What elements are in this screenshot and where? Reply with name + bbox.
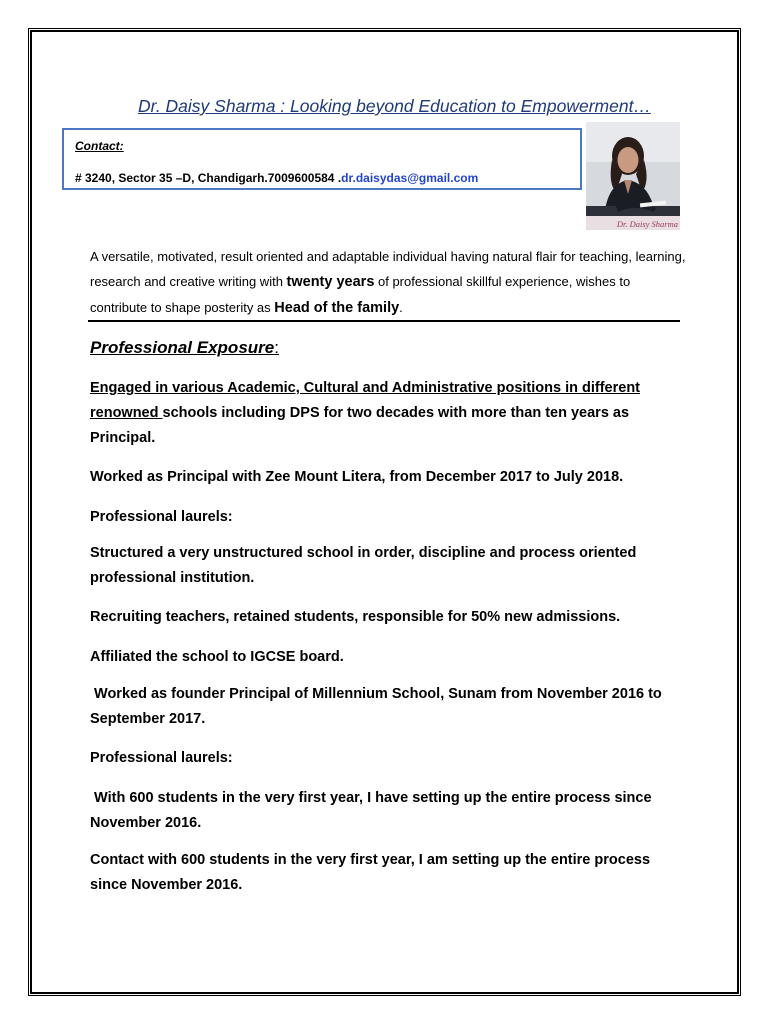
exposure-paragraph-5: Recruiting teachers, retained students, responsible for 50% new admissions. [90,609,621,625]
exposure-paragraph-1-rest: schools including DPS for two decades with more than ten years as Principal. [90,405,630,446]
photo-caption: Dr. Daisy Sharma [616,219,678,229]
summary-emphasis-role: Head of the family [274,300,400,316]
exposure-paragraph-1 [90,376,675,451]
summary-text-3: . [399,300,403,315]
summary-emphasis-years: twenty years [286,274,375,290]
exposure-paragraph-3: Professional laurels: [90,509,233,525]
contact-email[interactable]: dr.daisydas@gmail.com [341,171,479,185]
page-title: Dr. Daisy Sharma : Looking beyond Education to Empowerment… [138,96,651,116]
exposure-paragraph-10: Contact with 600 students in the very first year, I am setting up the entire process since November 2016. [90,852,651,893]
contact-address: # 3240, Sector 35 –D, Chandigarh.7009600584 . [75,171,342,185]
section-heading-colon: : [274,338,279,357]
exposure-paragraph-1-underlined: Engaged in various Academic, Cultural and Administrative positions in different renowned [90,380,641,421]
section-heading-text: Professional Exposure [90,338,275,357]
exposure-paragraph-6: Affiliated the school to IGCSE board. [90,649,344,665]
summary-text-1: A versatile, motivated, result oriented and adaptable individual having natural flair for teaching, learning, research and creative writing with [90,249,686,289]
exposure-paragraph-4: Structured a very unstructured school in order, discipline and process oriented professional institution. [90,545,637,586]
profile-photo [586,122,680,230]
exposure-paragraph-9: With 600 students in the very first year, I have setting up the entire process since November 2016. [90,790,656,831]
summary-text-2: of professional skillful experience, wishes to contribute to shape posterity as [90,274,631,315]
exposure-paragraph-2: Worked as Principal with Zee Mount Litera, from December 2017 to July 2018. [90,469,624,485]
profile-photo-illustration [586,122,680,230]
contact-line [75,171,478,185]
section-heading [90,338,279,358]
section-divider [88,320,680,322]
exposure-paragraph-8: Professional laurels: [90,750,233,766]
contact-box [62,128,582,190]
contact-label: Contact: [75,139,124,153]
summary-paragraph [90,244,690,321]
exposure-paragraph-7: Worked as founder Principal of Millennium School, Sunam from November 2016 to September 2017. [90,686,666,727]
